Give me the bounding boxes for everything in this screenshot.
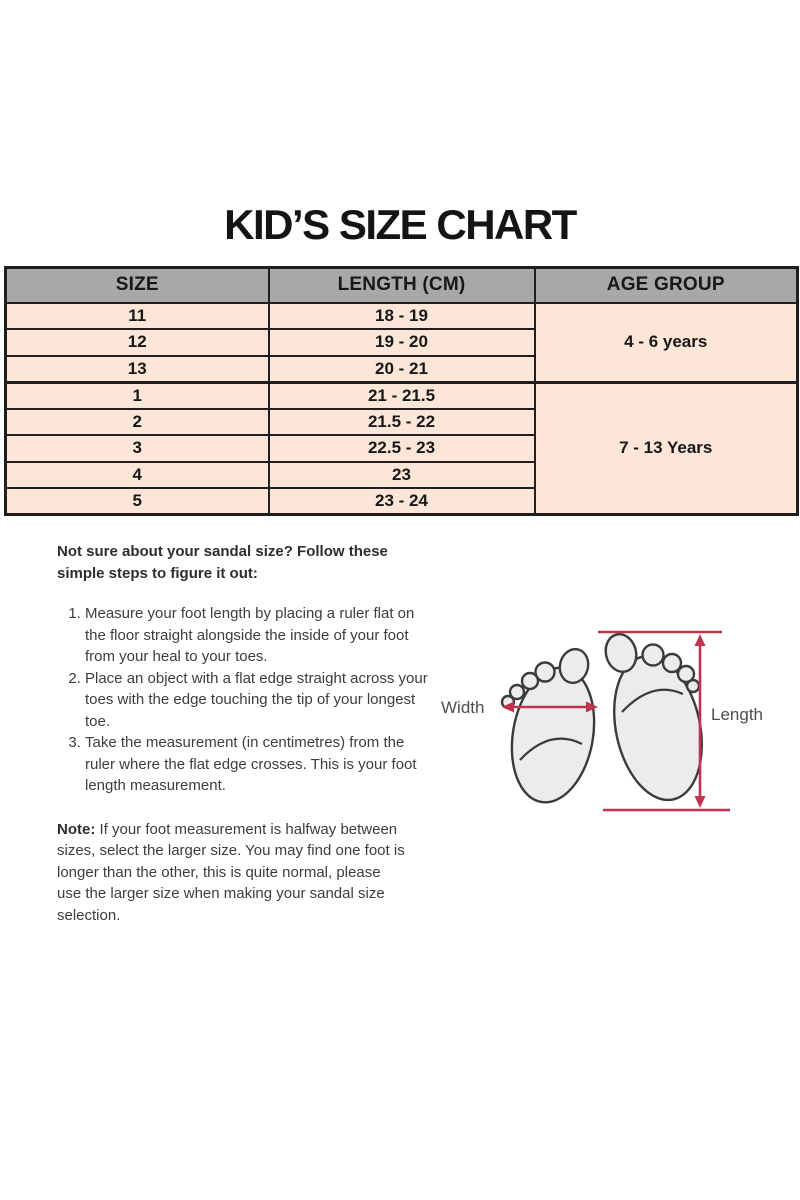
feet-illustration [425, 598, 795, 838]
left-foot [502, 646, 604, 809]
width-label: Width [441, 698, 485, 717]
page-title: KID’S SIZE CHART [224, 201, 576, 248]
size-chart-table [4, 266, 799, 516]
age-group-cell: 4 - 6 years [535, 303, 798, 383]
size-column-header: SIZE [6, 268, 269, 303]
header-row [6, 268, 798, 303]
size-cell: 1 [6, 382, 269, 409]
length-cell: 23 [269, 462, 535, 489]
sizing-note [57, 819, 405, 927]
step-item: 1. Measure your foot length by placing a ruler flat on the floor straight alongside the inside of your foot from your heal to your toes. [85, 603, 429, 668]
size-cell: 13 [6, 356, 269, 383]
age-group-column-header: AGE GROUP [535, 268, 798, 303]
instructions-steps [57, 603, 429, 797]
instructions-intro: Not sure about your sandal size? Follow these simple steps to figure it out: [57, 543, 388, 582]
note-label: Note: [57, 820, 96, 838]
length-cell: 18 - 19 [269, 303, 535, 330]
size-cell: 12 [6, 329, 269, 356]
size-cell: 3 [6, 435, 269, 462]
size-cell: 4 [6, 462, 269, 489]
table-row [6, 303, 798, 330]
size-cell: 5 [6, 488, 269, 515]
foot-measurement-diagram [425, 598, 795, 838]
length-cell: 21 - 21.5 [269, 382, 535, 409]
length-column-header: LENGTH (CM) [269, 268, 535, 303]
length-cell: 22.5 - 23 [269, 435, 535, 462]
length-cell: 20 - 21 [269, 356, 535, 383]
length-label: Length [711, 705, 763, 724]
length-cell: 19 - 20 [269, 329, 535, 356]
sizing-instructions [57, 541, 437, 926]
size-cell: 11 [6, 303, 269, 330]
length-cell: 23 - 24 [269, 488, 535, 515]
note-text: If your foot measurement is halfway between sizes, select the larger size. You may find one foot is longer than the other, this is quite normal, please use the larger size when making your sandal size selection. [57, 820, 405, 924]
length-cell: 21.5 - 22 [269, 409, 535, 436]
size-cell: 2 [6, 409, 269, 436]
right-foot [602, 631, 715, 808]
table-row [6, 382, 798, 409]
step-item: 3. Take the measurement (in centimetres) from the ruler where the flat edge crosses. This is your foot length measurement. [85, 732, 429, 797]
step-item: 2. Place an object with a flat edge straight across your toes with the edge touching the tip of your longest toe. [85, 668, 429, 733]
age-group-cell: 7 - 13 Years [535, 382, 798, 515]
